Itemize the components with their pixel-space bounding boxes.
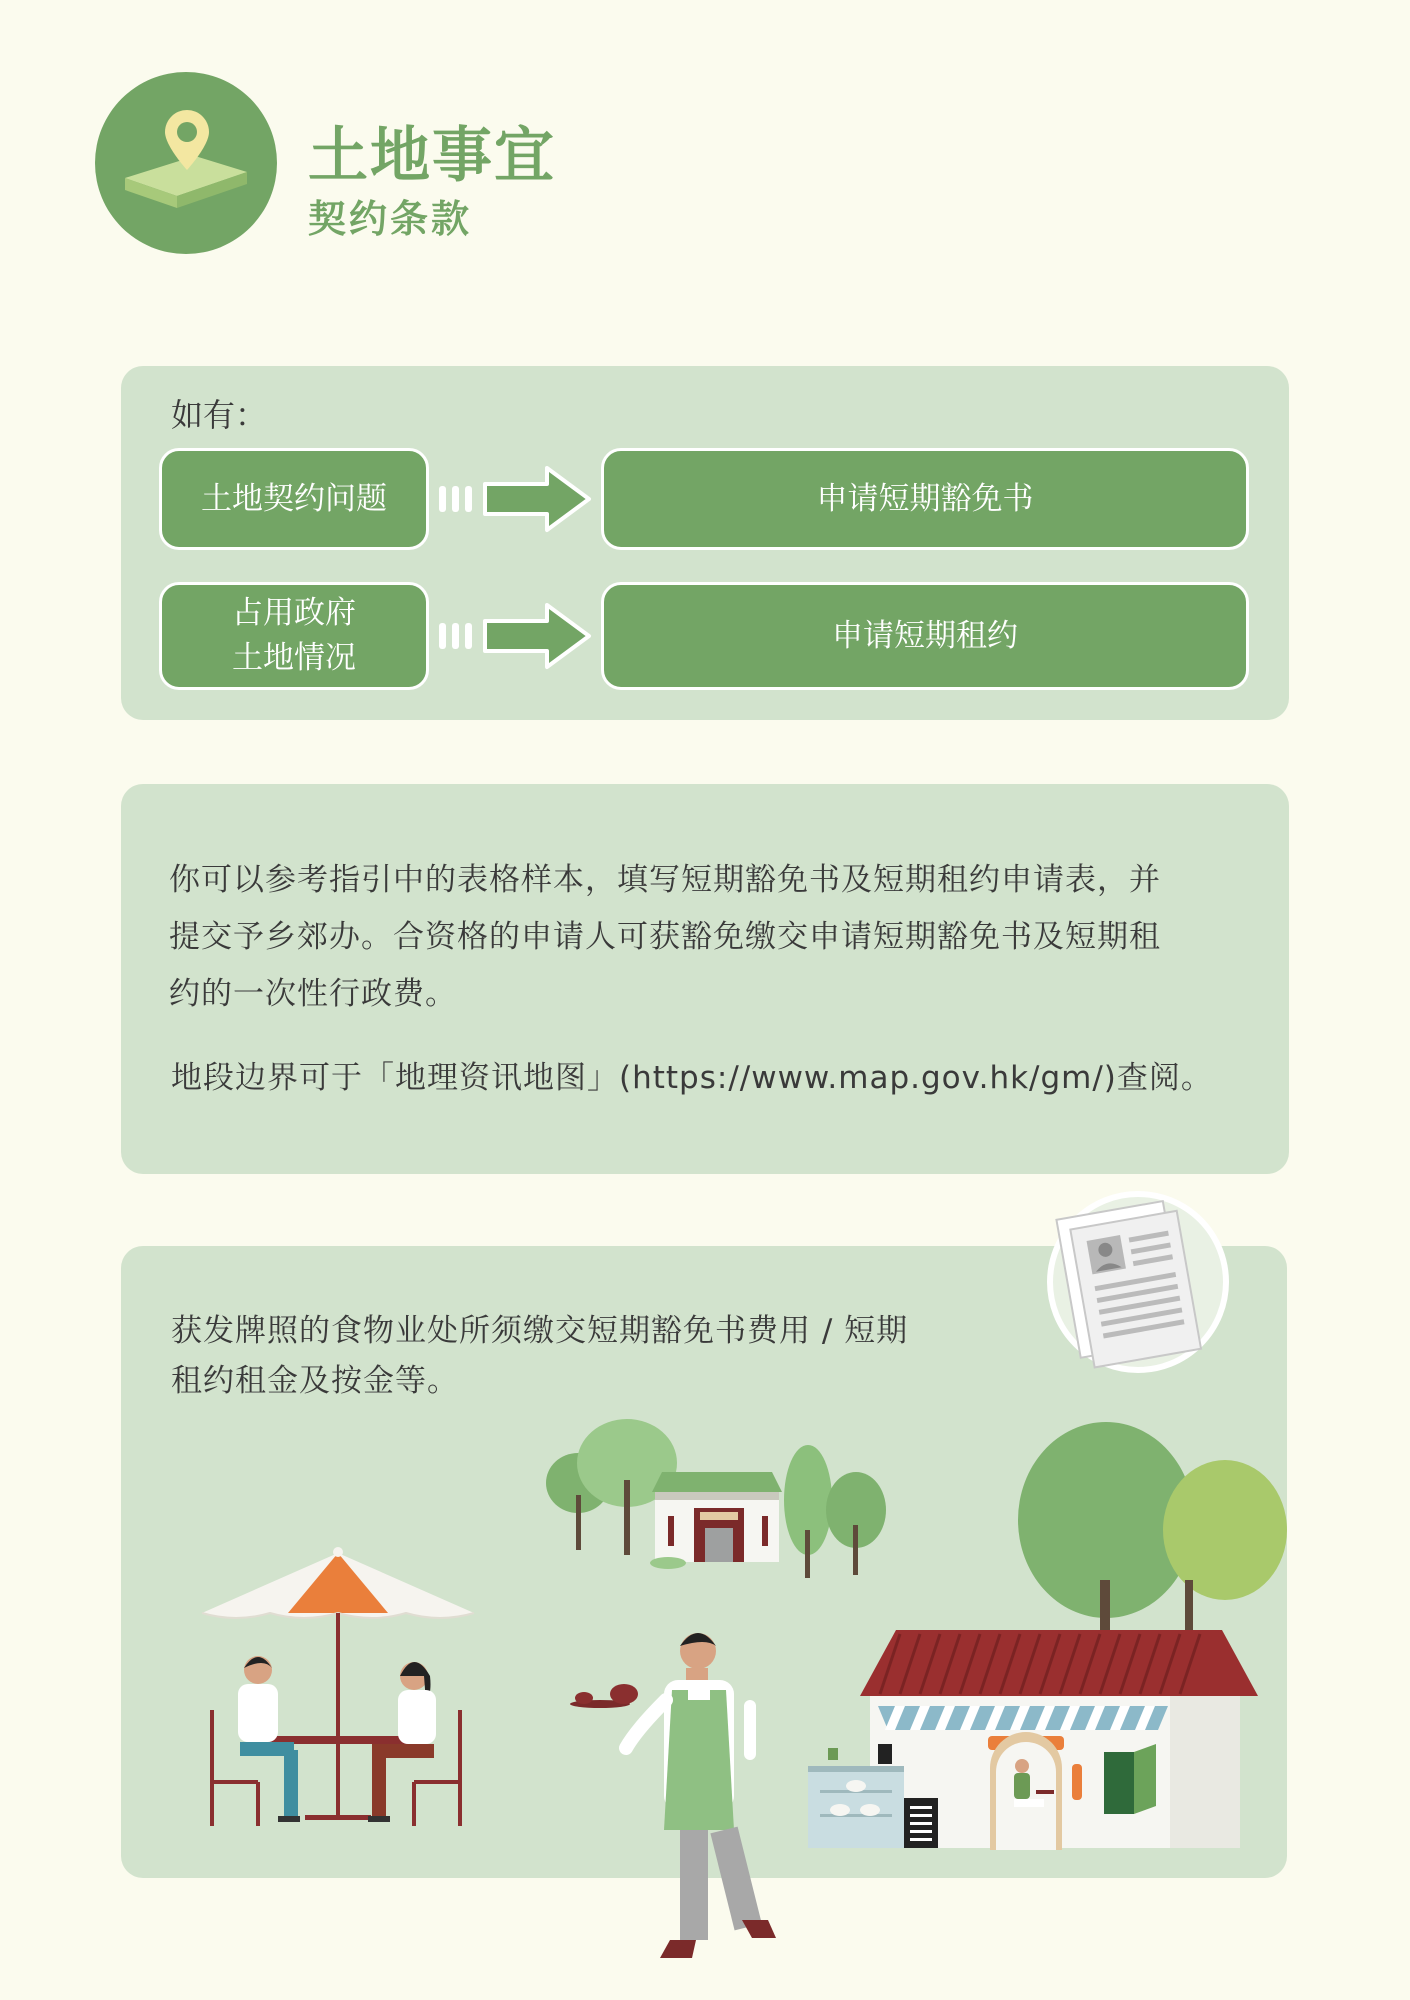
action-box-short-term-tenancy xyxy=(601,582,1249,690)
restaurant-illustration xyxy=(0,1180,1410,2000)
page-subtitle: 契约条款 xyxy=(308,197,473,241)
action-label: 申请短期租约 xyxy=(832,617,1018,654)
land-location-icon xyxy=(95,72,277,254)
fees-line: 获发牌照的食物业处所须缴交短期豁免书费用 / 短期 xyxy=(171,1313,909,1349)
fees-line: 租约租金及按金等。 xyxy=(171,1363,459,1399)
condition-label: 土地契约问题 xyxy=(201,480,387,517)
document-icon xyxy=(1050,1194,1226,1370)
flow-intro: 如有： xyxy=(171,396,268,434)
umbrella-table-icon xyxy=(202,1547,474,1826)
arrow-right-icon xyxy=(435,601,595,671)
map-reference-text: 地段边界可于「地理资讯地图」(https://www.map.gov.hk/gm/)查阅。 xyxy=(171,1060,1213,1096)
action-label: 申请短期豁免书 xyxy=(816,480,1034,517)
info-panel xyxy=(121,784,1289,1174)
arrow-right-icon xyxy=(435,464,595,534)
condition-label-line2: 土地情况 xyxy=(232,640,356,676)
flow-panel xyxy=(121,366,1289,720)
waiter-icon xyxy=(570,1633,776,1958)
info-line: 约的一次性行政费。 xyxy=(169,976,457,1012)
page-title: 土地事宜 xyxy=(308,121,556,191)
condition-label-line1: 占用政府 xyxy=(232,595,356,632)
info-line: 你可以参考指引中的表格样本，填写短期豁免书及短期租约申请表，并 xyxy=(169,862,1161,898)
condition-box-land-lease xyxy=(159,448,429,550)
village-house-icon xyxy=(546,1419,886,1578)
info-line: 提交予乡郊办。合资格的申请人可获豁免缴交申请短期豁免书及短期租 xyxy=(169,919,1161,955)
restaurant-building-icon xyxy=(808,1422,1287,1850)
info-paragraph xyxy=(169,852,1161,1023)
condition-box-government-land xyxy=(159,582,429,690)
action-box-short-term-waiver xyxy=(601,448,1249,550)
